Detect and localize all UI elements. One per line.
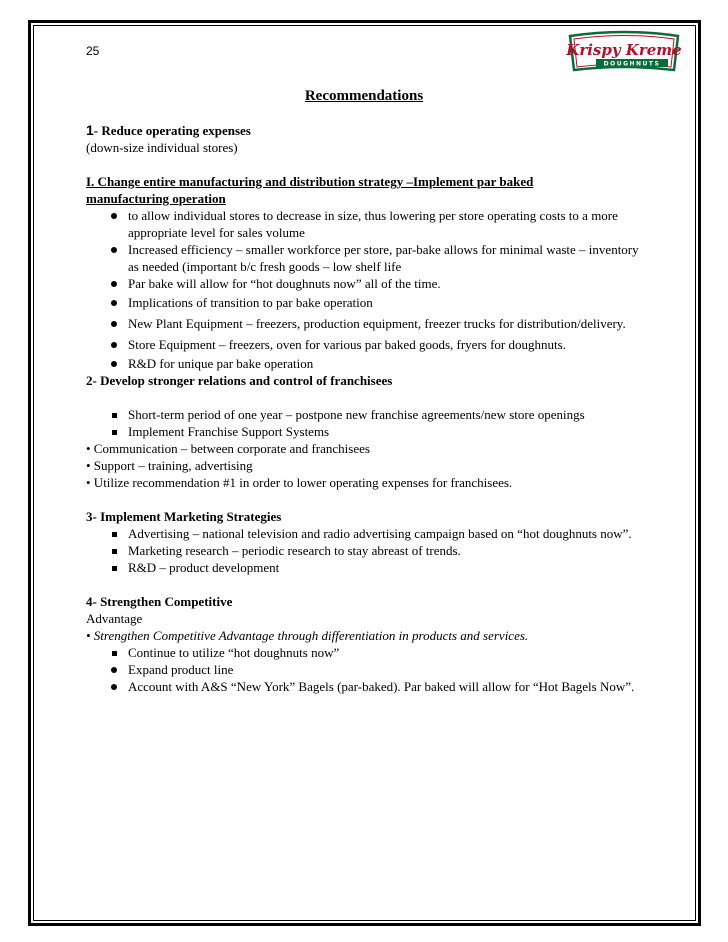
page-title: Recommendations <box>304 88 424 104</box>
list-item: Implications of transition to par bake operation <box>86 292 646 313</box>
section-4-italic-note: • Strengthen Competitive Advantage through differentiation in products and services. <box>86 628 529 643</box>
page-number: 25 <box>86 44 100 58</box>
section-3-heading: 3- Implement Marketing Strategies <box>86 509 282 524</box>
list-item: R&D for unique par bake operation <box>86 355 646 372</box>
bullet-square-icon <box>112 413 117 418</box>
bullet-dot-icon <box>111 300 117 306</box>
list-item: • Utilize recommendation #1 in order to lower operating expenses for franchisees. <box>86 475 513 490</box>
section-1-subtitle: (down-size individual stores) <box>86 140 238 155</box>
section-2-heading: 2- Develop stronger relations and control of franchisees <box>86 373 393 388</box>
list-item: Advertising – national television and radio advertising campaign based on “hot doughnuts now”. <box>86 525 646 542</box>
list-item: Implement Franchise Support Systems <box>86 423 646 440</box>
list-item: New Plant Equipment – freezers, production equipment, freezer trucks for distribution/delivery. <box>86 313 646 334</box>
bullet-square-icon <box>112 532 117 537</box>
list-item: • Communication – between corporate and franchisees <box>86 441 370 456</box>
bullet-dot-icon <box>111 342 117 348</box>
list-item: Expand product line <box>86 661 646 678</box>
bullet-dot-icon <box>111 247 117 253</box>
list-item: Marketing research – periodic research to stay abreast of trends. <box>86 542 646 559</box>
list-item: Store Equipment – freezers, oven for various par baked goods, fryers for doughnuts. <box>86 334 646 355</box>
logo-tagline: DOUGHNUTS <box>603 60 661 68</box>
section-3-list <box>86 525 646 576</box>
krispy-kreme-logo <box>566 30 682 78</box>
list-item: Par bake will allow for “hot doughnuts now” all of the time. <box>86 275 646 292</box>
list-item: R&D – product development <box>86 559 646 576</box>
logo-wordmark: Krispy Kreme <box>566 41 682 59</box>
list-item: Increased efficiency – smaller workforce per store, par-bake allows for minimal waste – inventory as needed (important b/c fresh goods – low shelf life <box>86 241 646 275</box>
section-4-list <box>86 644 646 695</box>
bullet-dot-icon <box>111 684 117 690</box>
section-1a-list <box>86 207 646 372</box>
section-4-heading: 4- Strengthen Competitive <box>86 594 233 609</box>
bullet-square-icon <box>112 566 117 571</box>
bullet-dot-icon <box>111 281 117 287</box>
section-1a-heading: I. Change entire manufacturing and distribution strategy –Implement par baked manufacturing operation <box>86 174 534 206</box>
list-item: to allow individual stores to decrease in size, thus lowering per store operating costs to a more appropriate level for sales volume <box>86 207 646 241</box>
section-1-heading: 1- Reduce operating expenses <box>86 122 251 138</box>
bullet-square-icon <box>112 651 117 656</box>
bullet-square-icon <box>112 430 117 435</box>
list-item: • Support – training, advertising <box>86 458 253 473</box>
section-4-subtitle: Advantage <box>86 611 143 626</box>
bullet-square-icon <box>112 549 117 554</box>
document-body <box>86 122 646 695</box>
list-item: Continue to utilize “hot doughnuts now” <box>86 644 646 661</box>
bullet-dot-icon <box>111 321 117 327</box>
bullet-dot-icon <box>111 213 117 219</box>
bullet-dot-icon <box>111 667 117 673</box>
section-2-list <box>86 406 646 440</box>
bullet-dot-icon <box>111 361 117 367</box>
list-item: Short-term period of one year – postpone new franchise agreements/new store openings <box>86 406 646 423</box>
list-item: Account with A&S “New York” Bagels (par-baked). Par baked will allow for “Hot Bagels Now”. <box>86 678 646 695</box>
